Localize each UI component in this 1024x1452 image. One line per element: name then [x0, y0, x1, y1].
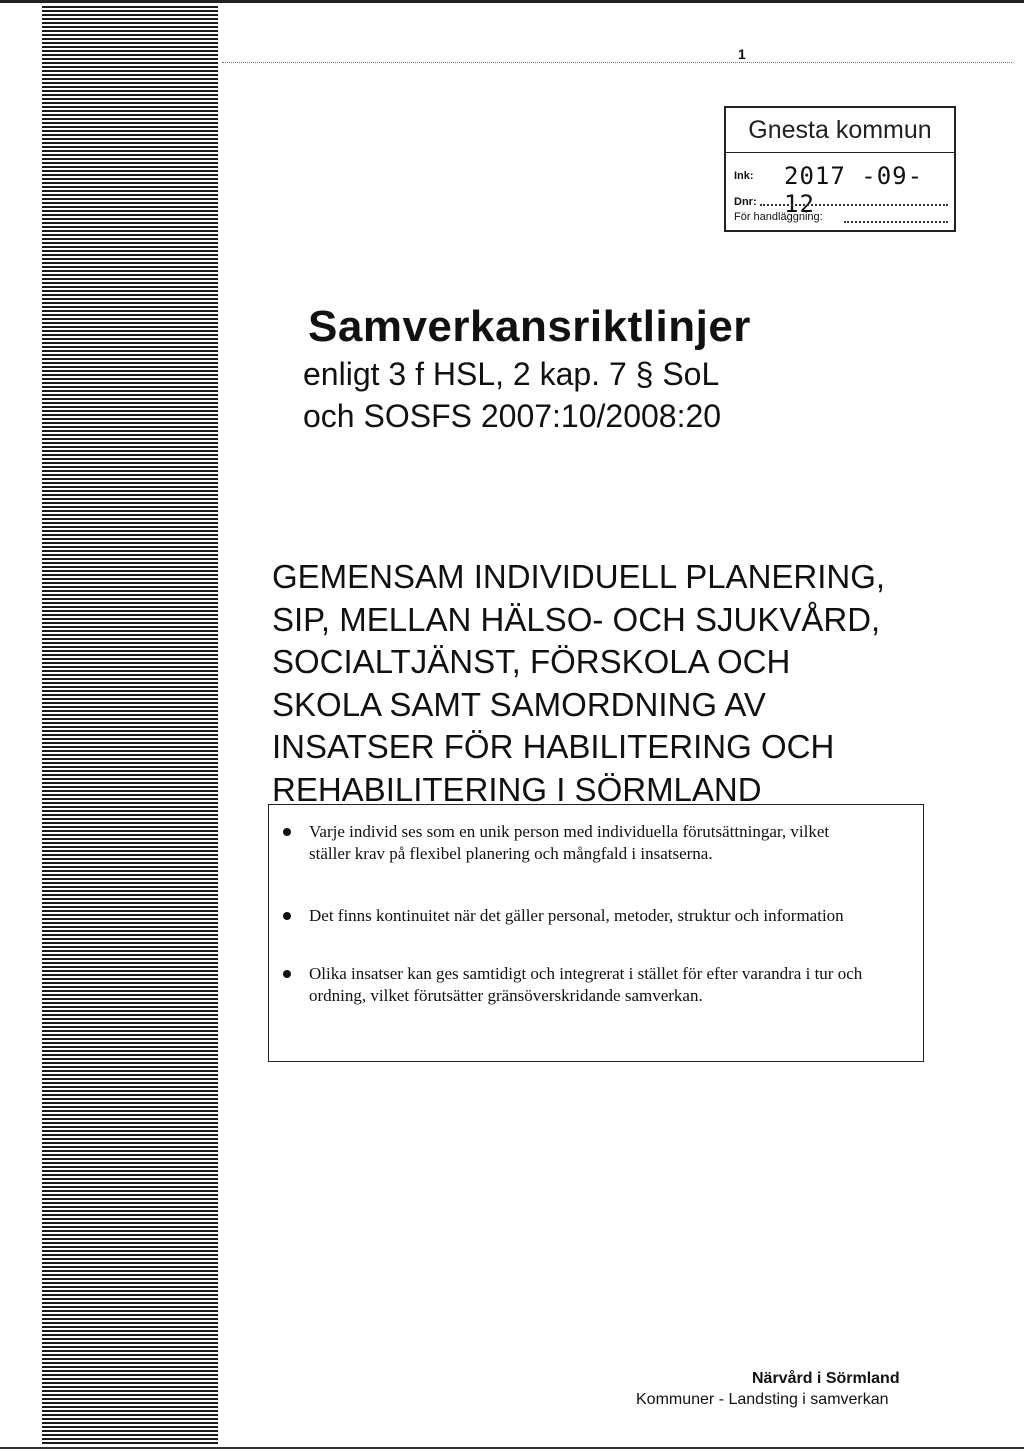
- footer-tagline: Kommuner - Landsting i samverkan: [636, 1391, 889, 1408]
- heading-line: REHABILITERING I SÖRMLAND: [272, 770, 762, 808]
- header-dotted-line: [222, 62, 1012, 63]
- bullet-icon: [283, 828, 291, 836]
- stamp-handlaggning-label: För handläggning:: [734, 211, 823, 223]
- stamp-dnr-blank: [760, 204, 948, 206]
- document-title: Samverkansriktlinjer: [308, 302, 751, 351]
- list-item-text: Det finns kontinuitet när det gäller personal, metoder, struktur och information: [309, 906, 844, 925]
- page-number: 1: [738, 46, 746, 62]
- top-border-line: [0, 0, 1024, 3]
- principles-box: [268, 804, 924, 1062]
- list-item: [309, 963, 869, 1007]
- list-item: [309, 905, 869, 927]
- list-item-text: Varje individ ses som en unik person med individuella förutsättningar, vilket ställer krav på flexibel planering och mångfald i insatserna.: [309, 822, 830, 863]
- bullet-icon: [283, 912, 291, 920]
- stamp-ink-label: Ink:: [734, 170, 754, 182]
- section-heading: [272, 556, 972, 811]
- received-stamp: [724, 106, 956, 232]
- stamp-ink-date: 2017 -09- 12: [784, 162, 924, 218]
- stamp-handlaggning-blank: [844, 221, 948, 223]
- stamp-divider: [726, 152, 954, 153]
- heading-line: INSATSER FÖR HABILITERING OCH: [272, 728, 835, 765]
- heading-line: GEMENSAM INDIVIDUELL PLANERING,: [272, 558, 886, 595]
- bullet-icon: [283, 970, 291, 978]
- bottom-border-line: [0, 1447, 1024, 1449]
- list-item: [309, 821, 869, 865]
- footer-organization: Närvård i Sörmland: [752, 1370, 900, 1387]
- heading-line: SKOLA SAMT SAMORDNING AV: [272, 685, 766, 723]
- heading-line: SOCIALTJÄNST, FÖRSKOLA OCH: [272, 643, 791, 680]
- stamp-title: Gnesta kommun: [748, 116, 932, 144]
- subtitle-line: och SOSFS 2007:10/2008:20: [303, 398, 722, 434]
- heading-line: SIP, MELLAN HÄLSO- OCH SJUKVÅRD,: [272, 600, 881, 638]
- list-item-text: Olika insatser kan ges samtidigt och integrerat i stället för efter varandra i tur och ordning, vilket förutsätter gränsöverskridande samverkan.: [309, 964, 863, 1005]
- scan-stripe-band: [42, 6, 218, 1446]
- subtitle-line: enligt 3 f HSL, 2 kap. 7 § SoL: [303, 356, 720, 392]
- stamp-dnr-label: Dnr:: [734, 196, 757, 208]
